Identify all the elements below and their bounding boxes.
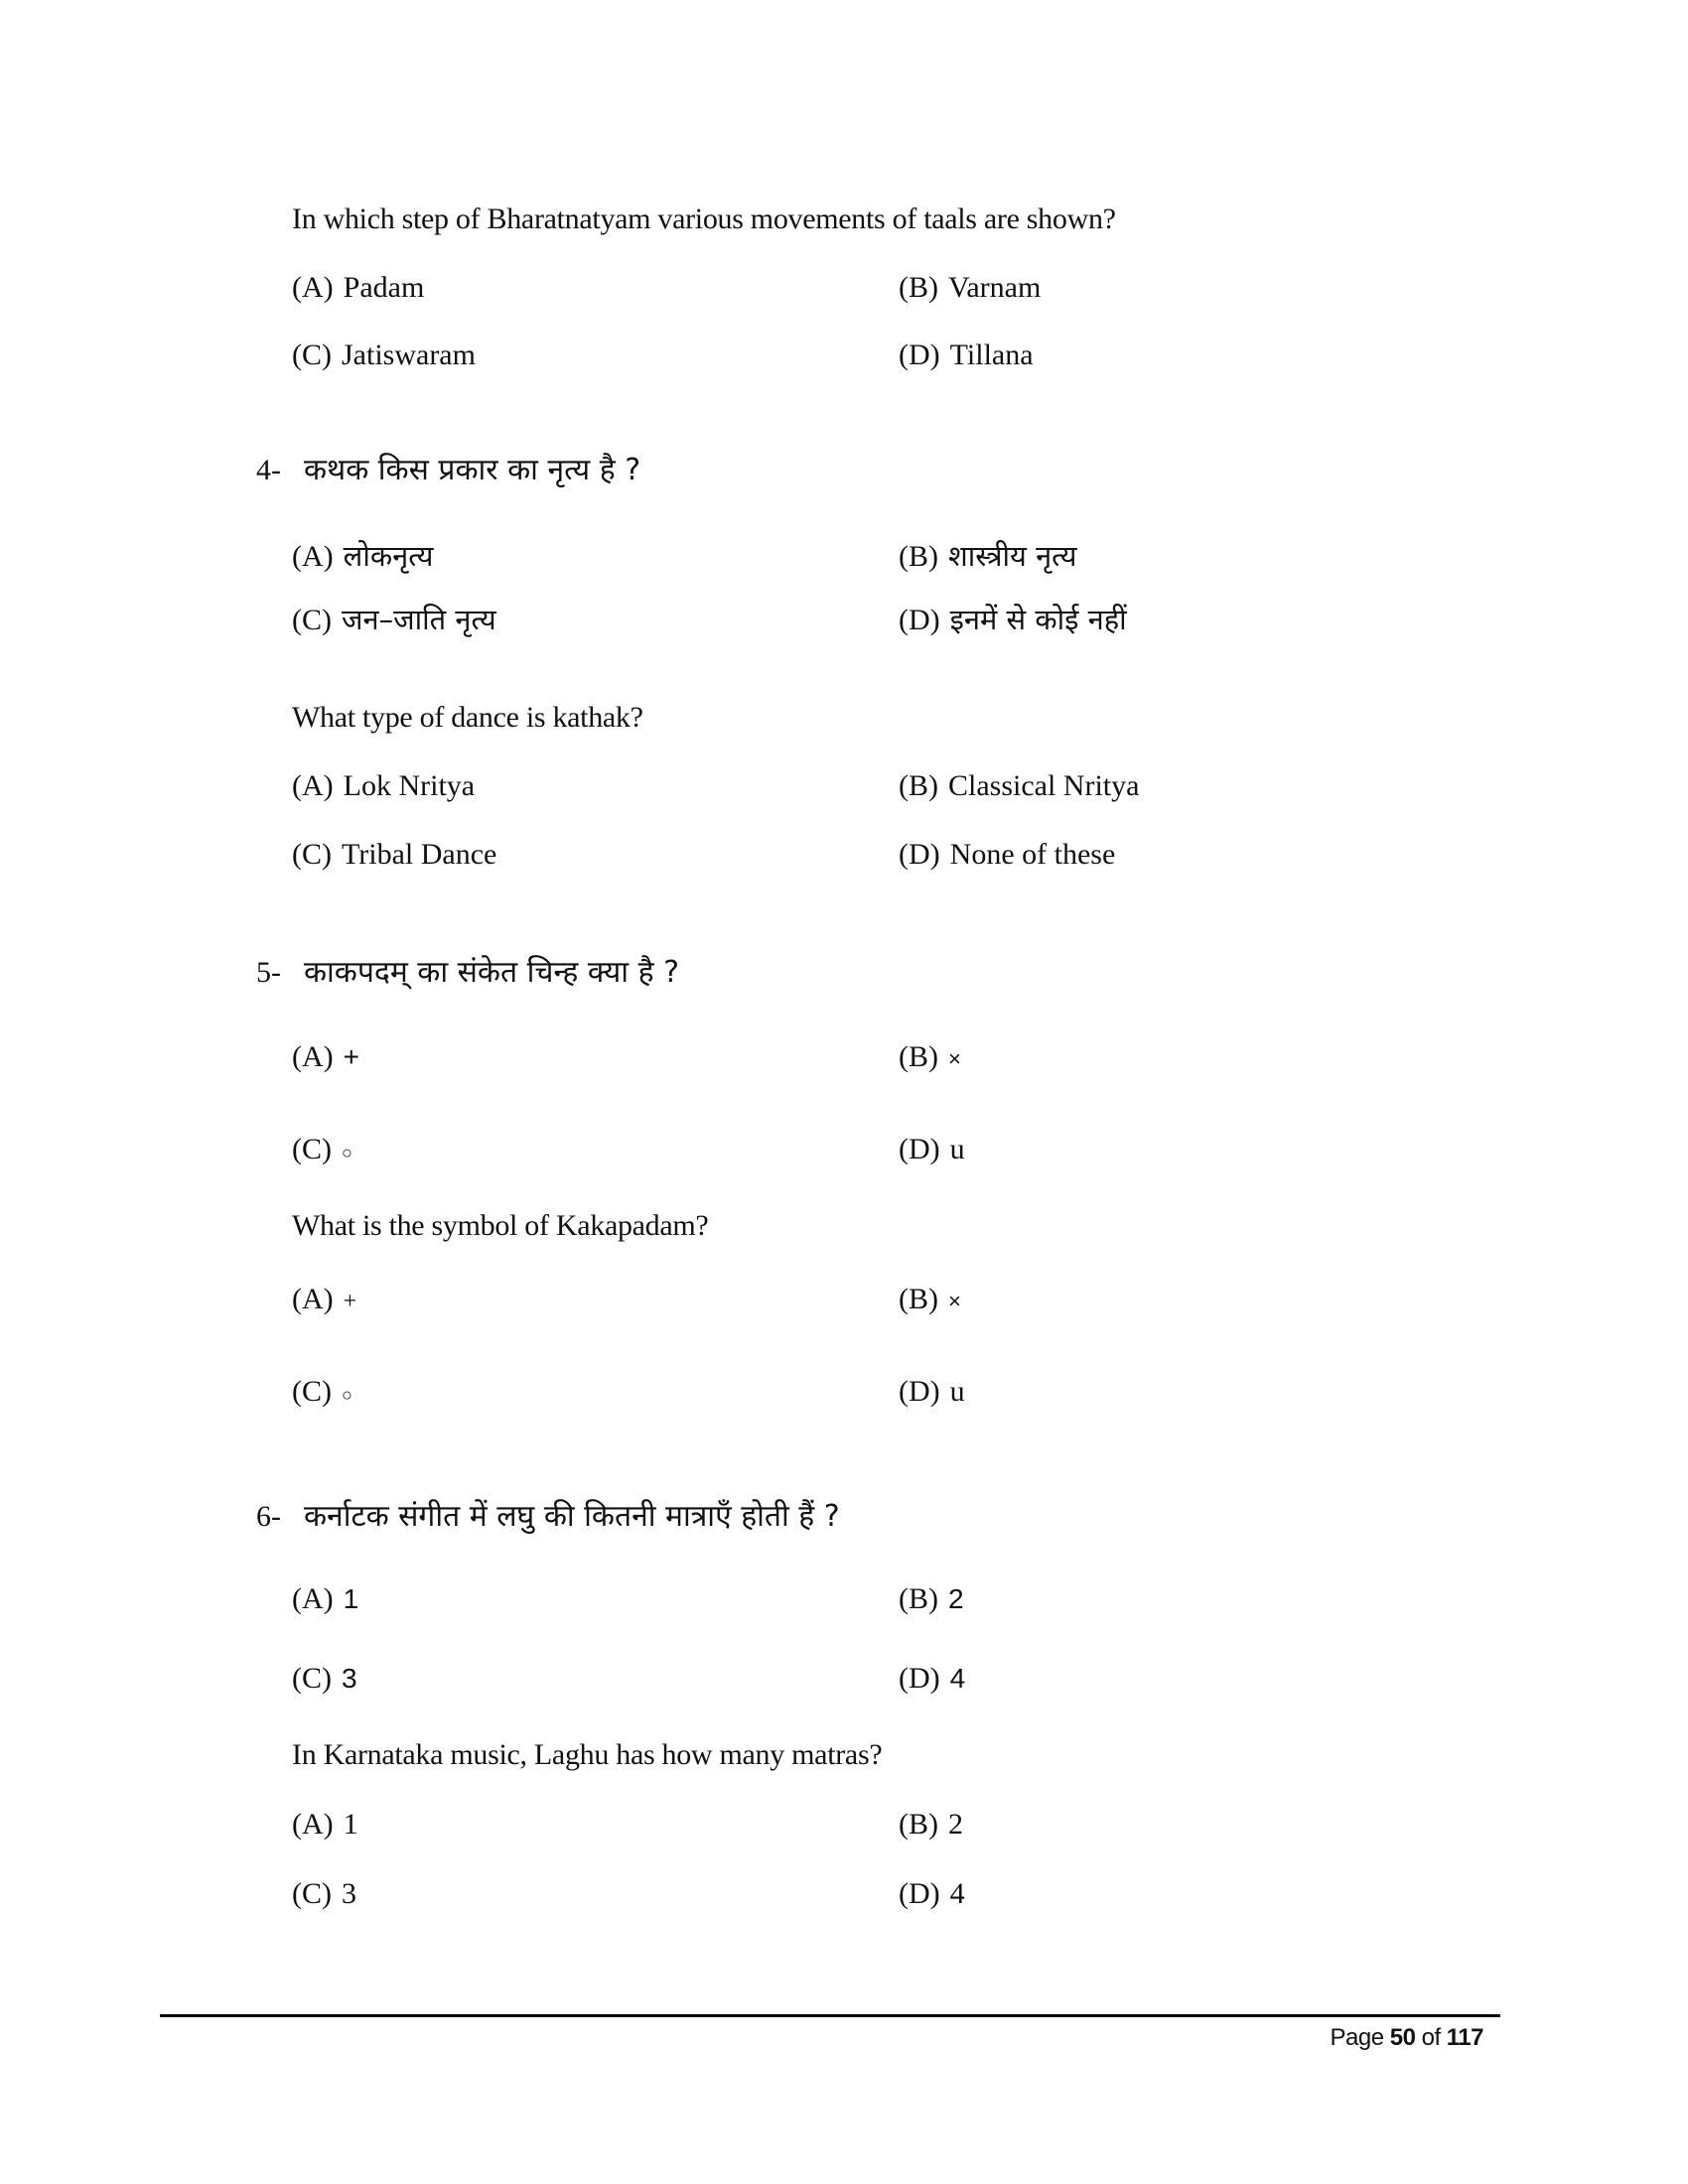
question-5-english-text: What is the symbol of Kakapadam? xyxy=(292,1209,709,1242)
q6-hi-option-c xyxy=(292,1664,357,1694)
option-value: None of these xyxy=(949,838,1116,871)
question-4-hindi xyxy=(256,453,641,487)
option-label: (B) xyxy=(899,1808,938,1841)
plus-symbol: + xyxy=(343,1041,360,1072)
q5-hi-option-a xyxy=(292,1042,359,1072)
plus-symbol: + xyxy=(343,1289,357,1314)
option-label: (D) xyxy=(899,1877,940,1910)
option-value: Tillana xyxy=(949,339,1034,371)
q5-hi-option-b xyxy=(899,1042,961,1072)
option-label: (A) xyxy=(292,1582,334,1615)
q5-en-option-b xyxy=(899,1285,961,1314)
q4-hi-option-b xyxy=(899,539,1077,573)
option-label: (C) xyxy=(292,604,332,636)
q5-hi-option-c xyxy=(292,1135,352,1164)
page-number xyxy=(1330,2026,1483,2050)
q6-hi-option-b xyxy=(899,1584,964,1614)
q4-en-option-c xyxy=(292,840,496,870)
option-label: (C) xyxy=(292,339,332,371)
q4-en-option-a xyxy=(292,771,475,801)
question-3-english-text: In which step of Bharatnatyam various movements of taals are shown? xyxy=(292,203,1116,235)
option-label: (A) xyxy=(292,769,334,802)
u-symbol: u xyxy=(949,1133,965,1165)
option-label: (C) xyxy=(292,1877,332,1910)
option-label: (D) xyxy=(899,1133,940,1165)
option-label: (A) xyxy=(292,1808,334,1841)
current-page: 50 xyxy=(1389,2024,1416,2051)
option-label: (C) xyxy=(292,1662,332,1695)
question-text: काकपदम् का संकेत चिन्ह क्या है ? xyxy=(304,955,679,990)
q5-en-option-c xyxy=(292,1377,352,1407)
option-value: 4 xyxy=(949,1663,966,1694)
option-label: (A) xyxy=(292,1040,334,1073)
option-value: 3 xyxy=(342,1663,357,1694)
option-value: Classical Nritya xyxy=(948,769,1140,802)
q6-en-option-b xyxy=(899,1810,963,1840)
option-value: Tribal Dance xyxy=(342,838,497,871)
option-label: (B) xyxy=(899,1582,938,1615)
option-value: 3 xyxy=(342,1877,356,1910)
q6-hi-option-d xyxy=(899,1664,965,1694)
option-value: Padam xyxy=(343,271,425,304)
q5-en-option-a xyxy=(292,1285,356,1314)
option-label: (A) xyxy=(292,1283,334,1315)
option-value: इनमें से कोई नहीं xyxy=(949,603,1127,636)
option-label: (D) xyxy=(899,838,940,871)
q6-en-option-d xyxy=(899,1879,965,1909)
total-pages: 117 xyxy=(1446,2024,1483,2051)
question-6-english-text: In Karnataka music, Laghu has how many matras? xyxy=(292,1738,883,1771)
option-value: 4 xyxy=(949,1877,965,1910)
option-label: (B) xyxy=(899,769,938,802)
option-label: (D) xyxy=(899,604,940,636)
page-word: Page xyxy=(1330,2024,1384,2051)
q3-en-option-c xyxy=(292,341,476,370)
q3-en-option-a xyxy=(292,273,424,303)
q3-en-option-b xyxy=(899,273,1041,303)
option-label: (C) xyxy=(292,1375,332,1408)
footer-divider xyxy=(160,2014,1500,2017)
of-word: of xyxy=(1421,2024,1441,2051)
option-label: (B) xyxy=(899,1283,938,1315)
question-number: 5- xyxy=(256,956,281,989)
q4-en-option-d xyxy=(899,840,1115,870)
option-label: (A) xyxy=(292,540,334,573)
q4-en-option-b xyxy=(899,771,1139,801)
question-number: 4- xyxy=(256,454,281,486)
cross-symbol: × xyxy=(948,1046,961,1071)
u-symbol: u xyxy=(949,1375,965,1408)
circle-symbol: ○ xyxy=(342,1143,352,1162)
option-value: 2 xyxy=(948,1583,964,1614)
question-5-hindi xyxy=(256,955,679,990)
q5-hi-option-d xyxy=(899,1135,965,1164)
option-label: (D) xyxy=(899,339,940,371)
option-value: Jatiswaram xyxy=(342,339,476,371)
option-value: 1 xyxy=(343,1583,359,1614)
question-4-english-text: What type of dance is kathak? xyxy=(292,701,643,734)
option-label: (D) xyxy=(899,1662,940,1695)
q4-hi-option-a xyxy=(292,539,434,573)
option-label: (C) xyxy=(292,838,332,871)
cross-symbol: × xyxy=(948,1289,961,1313)
question-number: 6- xyxy=(256,1500,281,1533)
option-value: शास्त्रीय नृत्य xyxy=(948,539,1077,573)
option-value: Varnam xyxy=(948,271,1042,304)
q4-hi-option-d xyxy=(899,603,1127,636)
q6-hi-option-a xyxy=(292,1584,358,1614)
option-value: 1 xyxy=(343,1808,358,1841)
option-value: Lok Nritya xyxy=(343,769,476,802)
option-label: (D) xyxy=(899,1375,940,1408)
option-label: (B) xyxy=(899,271,938,304)
option-label: (A) xyxy=(292,271,334,304)
option-label: (B) xyxy=(899,1040,938,1073)
q4-hi-option-c xyxy=(292,603,496,636)
q3-en-option-d xyxy=(899,341,1034,370)
q6-en-option-c xyxy=(292,1879,356,1909)
option-value: जन–जाति नृत्य xyxy=(342,603,496,636)
circle-symbol: ○ xyxy=(342,1385,352,1405)
question-text: कर्नाटक संगीत में लघु की कितनी मात्राएँ होती हैं ? xyxy=(304,1499,840,1534)
q6-en-option-a xyxy=(292,1810,358,1840)
option-value: लोकनृत्य xyxy=(343,539,434,573)
option-label: (C) xyxy=(292,1133,332,1165)
question-6-hindi xyxy=(256,1499,840,1534)
option-value: 2 xyxy=(948,1808,963,1841)
option-label: (B) xyxy=(899,540,938,573)
q5-en-option-d xyxy=(899,1377,965,1407)
question-text: कथक किस प्रकार का नृत्य है ? xyxy=(304,453,641,487)
